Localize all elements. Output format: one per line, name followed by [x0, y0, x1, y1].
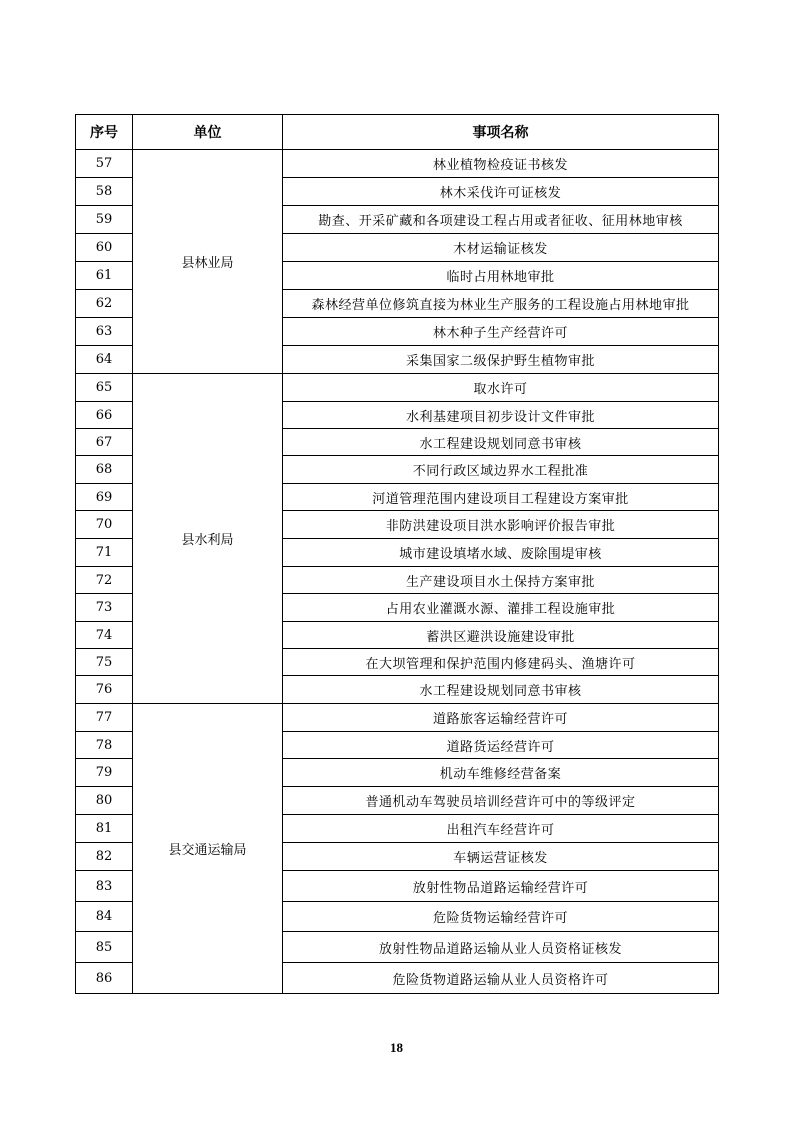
item-name: 危险货物运输经营许可: [283, 902, 719, 932]
item-name: 道路货运经营许可: [283, 732, 719, 759]
row-index: 71: [76, 539, 133, 567]
unit-name: 县水利局: [133, 374, 283, 704]
row-index: 81: [76, 815, 133, 843]
row-index: 74: [76, 622, 133, 649]
row-index: 62: [76, 290, 133, 318]
row-index: 58: [76, 178, 133, 206]
item-name: 河道管理范围内建设项目工程建设方案审批: [283, 484, 719, 511]
row-index: 73: [76, 594, 133, 622]
item-name: 生产建设项目水土保持方案审批: [283, 567, 719, 594]
item-name: 非防洪建设项目洪水影响评价报告审批: [283, 511, 719, 539]
row-index: 60: [76, 234, 133, 262]
item-name: 取水许可: [283, 374, 719, 402]
item-name: 道路旅客运输经营许可: [283, 704, 719, 732]
row-index: 79: [76, 759, 133, 787]
header-item-name: 事项名称: [283, 115, 719, 150]
unit-name: 县交通运输局: [133, 704, 283, 994]
item-name: 城市建设填堵水域、废除围堤审核: [283, 539, 719, 567]
item-name: 林木种子生产经营许可: [283, 318, 719, 346]
item-name: 临时占用林地审批: [283, 262, 719, 290]
row-index: 86: [76, 963, 133, 994]
item-name: 在大坝管理和保护范围内修建码头、渔塘许可: [283, 649, 719, 676]
row-index: 75: [76, 649, 133, 676]
row-index: 65: [76, 374, 133, 402]
row-index: 69: [76, 484, 133, 511]
row-index: 64: [76, 346, 133, 374]
row-index: 76: [76, 676, 133, 704]
table-row: [76, 704, 719, 732]
item-name: 占用农业灌溉水源、灌排工程设施审批: [283, 594, 719, 622]
table-row: [76, 374, 719, 402]
row-index: 84: [76, 902, 133, 932]
item-name: 水利基建项目初步设计文件审批: [283, 402, 719, 429]
item-name: 不同行政区域边界水工程批准: [283, 456, 719, 484]
row-index: 59: [76, 206, 133, 234]
administrative-items-table: [75, 114, 719, 994]
item-name: 放射性物品道路运输经营许可: [283, 871, 719, 902]
row-index: 68: [76, 456, 133, 484]
item-name: 林业植物检疫证书核发: [283, 150, 719, 178]
item-name: 采集国家二级保护野生植物审批: [283, 346, 719, 374]
header-unit: 单位: [133, 115, 283, 150]
header-index: 序号: [76, 115, 133, 150]
row-index: 78: [76, 732, 133, 759]
row-index: 77: [76, 704, 133, 732]
page-number: 18: [390, 1040, 403, 1055]
row-index: 67: [76, 429, 133, 456]
item-name: 普通机动车驾驶员培训经营许可中的等级评定: [283, 787, 719, 815]
item-name: 勘查、开采矿藏和各项建设工程占用或者征收、征用林地审核: [283, 206, 719, 234]
row-index: 66: [76, 402, 133, 429]
item-name: 木材运输证核发: [283, 234, 719, 262]
item-name: 机动车维修经营备案: [283, 759, 719, 787]
item-name: 水工程建设规划同意书审核: [283, 429, 719, 456]
row-index: 85: [76, 932, 133, 963]
row-index: 80: [76, 787, 133, 815]
unit-name: 县林业局: [133, 150, 283, 374]
row-index: 63: [76, 318, 133, 346]
item-name: 车辆运营证核发: [283, 843, 719, 871]
table-header-row: [76, 115, 719, 150]
item-name: 出租汽车经营许可: [283, 815, 719, 843]
item-name: 水工程建设规划同意书审核: [283, 676, 719, 704]
item-name: 放射性物品道路运输从业人员资格证核发: [283, 932, 719, 963]
row-index: 61: [76, 262, 133, 290]
item-name: 危险货物道路运输从业人员资格许可: [283, 963, 719, 994]
item-name: 蓄洪区避洪设施建设审批: [283, 622, 719, 649]
table-row: [76, 150, 719, 178]
row-index: 83: [76, 871, 133, 902]
row-index: 70: [76, 511, 133, 539]
row-index: 57: [76, 150, 133, 178]
item-name: 林木采伐许可证核发: [283, 178, 719, 206]
row-index: 72: [76, 567, 133, 594]
row-index: 82: [76, 843, 133, 871]
table-body: [76, 150, 719, 994]
item-name: 森林经营单位修筑直接为林业生产服务的工程设施占用林地审批: [283, 290, 719, 318]
